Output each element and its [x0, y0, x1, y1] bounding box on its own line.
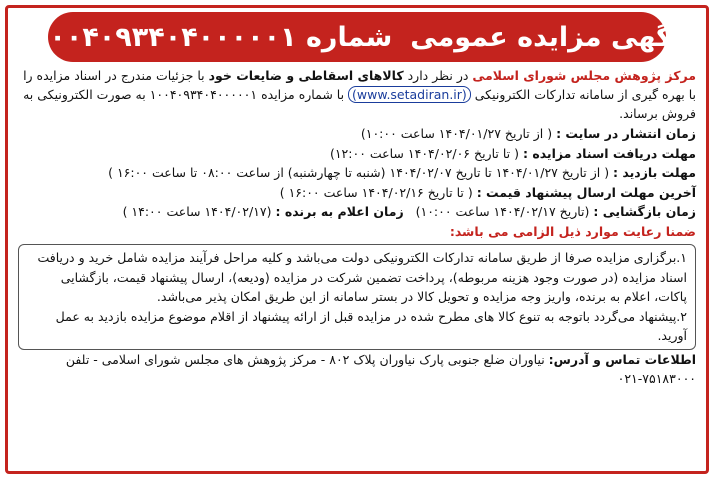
notice-number [33, 22, 392, 53]
bid-deadline-value: ( تا تاریخ ۱۴۰۴/۰۲/۱۶ ساعت ۱۶:۰۰ ) [279, 184, 477, 200]
intro-text-1: در نظر دارد [403, 68, 473, 83]
winner-announce-label: زمان اعلام به برنده : [275, 204, 404, 219]
docs-deadline-row [18, 144, 696, 164]
notice-title: آگهی مزایده عمومی [410, 21, 682, 53]
publish-time-label: زمان انتشار در سایت : [556, 126, 696, 141]
requirements-box [18, 244, 696, 350]
notice-number-value: ۱۰۰۴۰۹۳۴۰۴۰۰۰۰۰۱ [32, 21, 297, 53]
docs-deadline-label: مهلت دریافت اسناد مزایده : [522, 145, 696, 161]
intro-text-3: با شماره مزایده ۱۰۰۴۰۹۳۴۰۴۰۰۰۰۰۱ به صورت الکترونیکی به فروش برساند. [23, 87, 696, 121]
schedule-section [18, 124, 696, 241]
opening-time-value: (تاریخ ۱۴۰۴/۰۲/۱۷ ساعت ۱۰:۰۰) [415, 204, 594, 219]
requirement-item: ۱.برگزاری مزایده صرفا از طریق سامانه تدارکات الکترونیکی دولت می‌باشد و کلیه مراحل فرآیند مزایده شامل خرید و دریافت اسناد مزایده (در صورت وجود هزینه مربوطه)، پرداخت تضمین شرکت در مزایده (ودیعه)، ارسال پیشنهاد قیمت، بازگشایی پاکات، اعلام به برنده، واریز وجه مزایده و تحویل کالا در بستر سامانه از این طریق امکان پذیر می‌باشد. [37, 250, 687, 304]
intro-text-2: با جزئیات مندرج در اسناد مزایده را با بهره گیری از سامانه تدارکات الکترونیکی [23, 68, 696, 102]
contact-info [18, 350, 696, 388]
requirements-heading-text: ضمنا رعایت موارد ذیل الزامی می باشد: [449, 223, 696, 239]
visit-deadline-row [18, 163, 696, 183]
bid-deadline-label: آخرین مهلت ارسال پیشنهاد قیمت : [476, 184, 696, 200]
contact-address: نیاوران ضلع جنوبی پارک نیاوران پلاک ۸۰۲ - مرکز پژوهش های مجلس شورای اسلامی - تلفن ۷۵۱۸۳۰۰۰-۰۲۱ [65, 351, 696, 386]
contact-label: اطلاعات تماس و آدرس: [548, 351, 696, 367]
notice-header [32, 12, 682, 62]
opening-time-row [18, 202, 696, 222]
notice-number-label: شماره [305, 21, 393, 53]
notice-body [18, 66, 696, 388]
publish-time-row [18, 124, 696, 144]
organization-name: مرکز پژوهش مجلس شورای اسلامی [472, 68, 696, 83]
docs-deadline-value: ( تا تاریخ ۱۴۰۴/۰۲/۰۶ ساعت ۱۲:۰۰) [329, 145, 523, 161]
winner-announce-value: (۱۴۰۴/۰۲/۱۷ ساعت ۱۴:۰۰ ) [122, 204, 276, 219]
visit-deadline-label: مهلت بازدید : [613, 165, 696, 180]
visit-deadline-value: ( از تاریخ ۱۴۰۴/۰۱/۲۷ تا تاریخ ۱۴۰۴/۰۲/۰۷ (شنبه تا چهارشنبه) از ساعت ۰۸:۰۰ تا ساعت ۱۶:۰۰ ) [108, 165, 614, 180]
requirement-item: ۲.پیشنهاد می‌گردد باتوجه به تنوع کالا های مطرح شده در مزایده قبل از ارائه پیشنهاد از اقلام موضوع مزایده بازدید به عمل آورید. [55, 308, 687, 343]
bid-deadline-row [18, 183, 696, 203]
publish-time-value: ( از تاریخ ۱۴۰۴/۰۱/۲۷ ساعت ۱۰:۰۰) [360, 126, 557, 141]
intro-paragraph [18, 66, 696, 123]
opening-time-label: زمان بازگشایی : [593, 204, 696, 219]
goods-description: کالاهای اسقاطی و ضایعات خود [208, 68, 404, 83]
website-link[interactable]: (www.setadiran.ir) [348, 86, 471, 103]
requirements-heading [18, 222, 696, 242]
